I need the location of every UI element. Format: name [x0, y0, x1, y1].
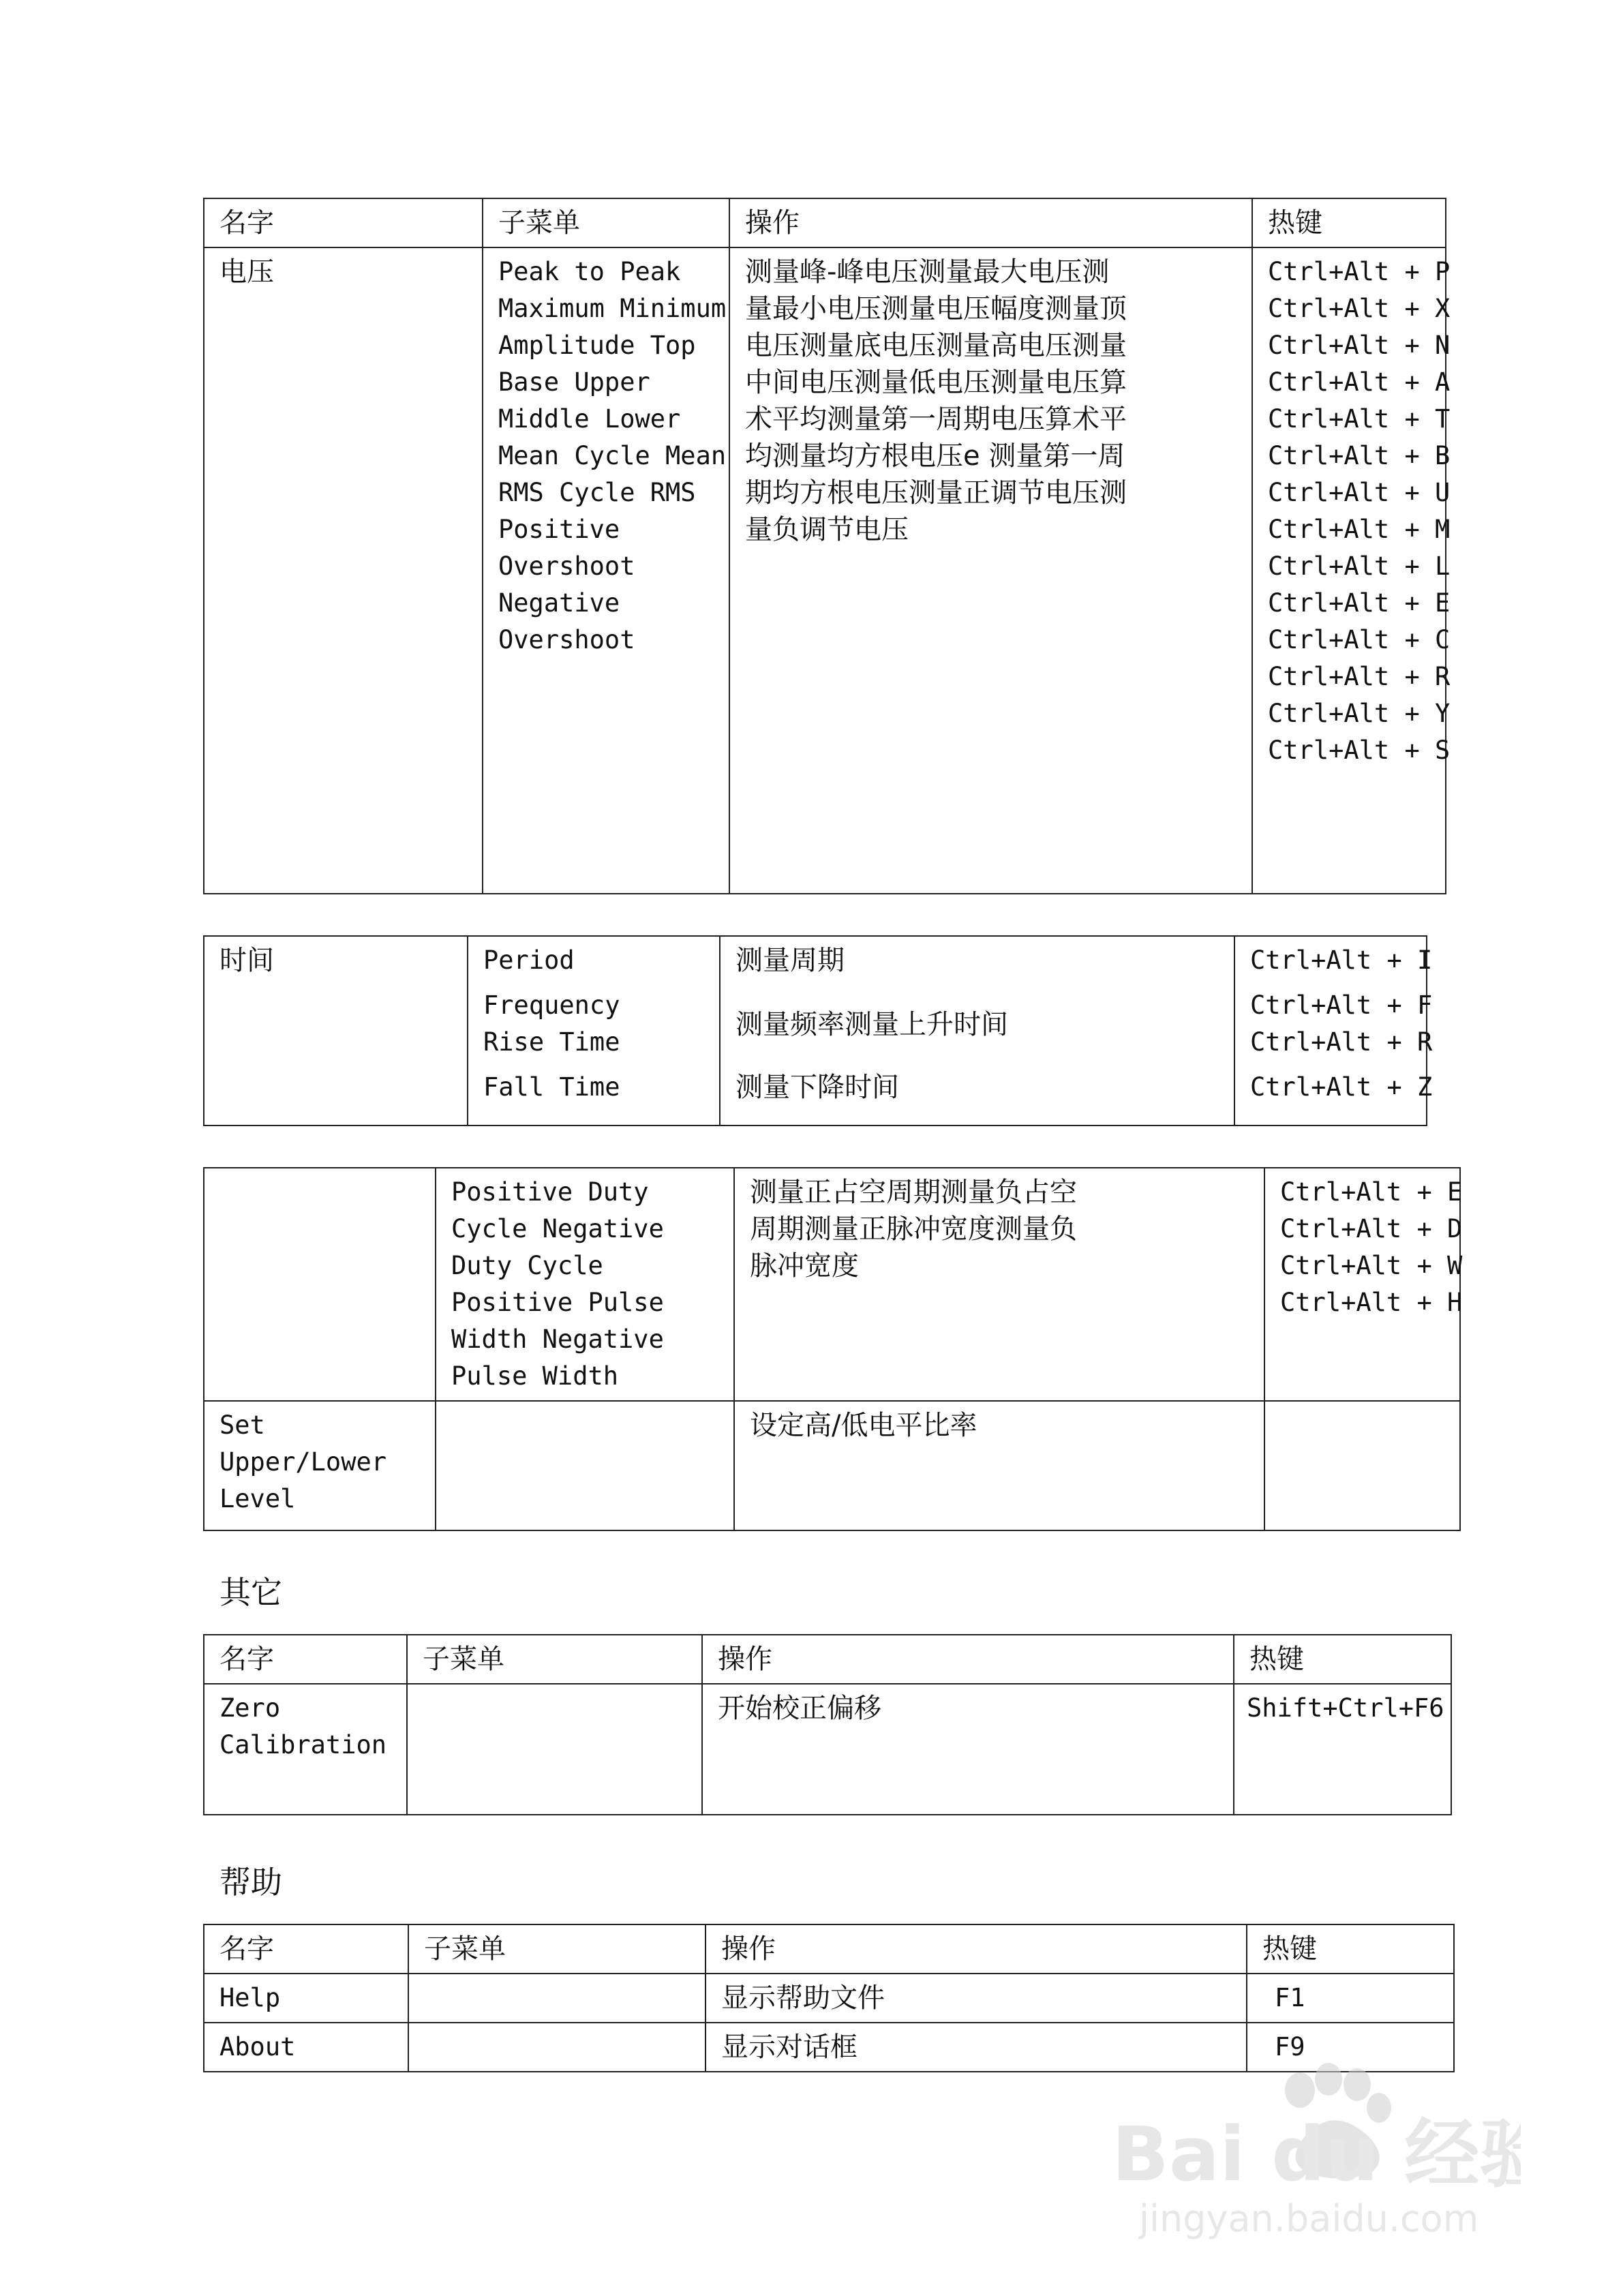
action-line: 测量正占空周期测量负占空: [750, 1177, 1077, 1208]
action-line: 脉冲宽度: [750, 1250, 859, 1282]
hotkey-line: Ctrl+Alt + Z: [1250, 1072, 1433, 1102]
hotkey-line: Ctrl+Alt + B: [1268, 441, 1451, 470]
action-line: 均测量均方根电压e 测量第一周: [745, 440, 1125, 472]
header-name: 名字: [204, 1635, 407, 1684]
submenu-line: Duty Cycle: [451, 1251, 603, 1280]
watermark-brand: Bai du 经验: [1112, 2111, 1521, 2198]
hotkey-line: Ctrl+Alt + S: [1268, 736, 1451, 765]
action-line: 量负调节电压: [745, 514, 909, 545]
time-action: [720, 936, 1234, 1126]
help-row-name: Help: [204, 1974, 408, 2023]
spacer: [735, 1043, 1219, 1069]
submenu-line: Rise Time: [483, 1027, 620, 1057]
time-hotkeys: [1234, 936, 1433, 1126]
header-action: 操作: [706, 1924, 1247, 1974]
hotkey-line: Ctrl+Alt + X: [1268, 294, 1451, 323]
submenu-line: Middle Lower: [498, 404, 681, 434]
time-table: [203, 935, 1433, 1126]
other-hotkey: Shift+Ctrl+F6: [1234, 1684, 1451, 1815]
name-line: Upper/Lower: [219, 1447, 387, 1477]
watermark-url: jingyan.baidu.com: [1139, 2197, 1479, 2240]
duty-hotkeys: [1264, 1168, 1463, 1401]
voltage-action: [729, 247, 1252, 894]
hotkey-line: Ctrl+Alt + N: [1268, 331, 1451, 360]
name-line: Set: [219, 1410, 265, 1440]
level-hotkey: [1264, 1401, 1460, 1530]
hotkey-line: Ctrl+Alt + H: [1280, 1288, 1463, 1317]
action-line: 电压测量底电压测量高电压测量: [745, 330, 1127, 361]
header-action: 操作: [702, 1635, 1234, 1684]
submenu-line: Overshoot: [498, 625, 635, 654]
header-action: 操作: [729, 198, 1252, 247]
header-submenu: 子菜单: [407, 1635, 702, 1684]
header-submenu: 子菜单: [483, 198, 729, 247]
spacer: [1250, 1061, 1411, 1069]
name-line: Calibration: [219, 1730, 387, 1759]
section-heading-other: 其它: [219, 1574, 282, 1611]
time-name: 时间: [204, 936, 468, 1126]
submenu-line: Positive: [498, 515, 620, 544]
other-action: 开始校正偏移: [702, 1684, 1234, 1815]
other-submenu: [407, 1684, 702, 1815]
about-row-hotkey: F9: [1247, 2023, 1454, 2072]
spacer: [735, 979, 1219, 1006]
hotkey-line: Ctrl+Alt + P: [1268, 257, 1451, 286]
action-line: 测量下降时间: [735, 1072, 899, 1103]
help-row-hotkey: F1: [1247, 1974, 1454, 2023]
hotkey-line: Ctrl+Alt + A: [1268, 367, 1451, 397]
hotkey-line: Ctrl+Alt + D: [1280, 1214, 1463, 1243]
hotkey-line: Ctrl+Alt + R: [1250, 1027, 1433, 1057]
spacer: [1250, 979, 1411, 987]
other-name: [204, 1684, 407, 1815]
hotkey-line: Ctrl+Alt + I: [1250, 946, 1433, 975]
submenu-line: Peak to Peak: [498, 257, 681, 286]
action-line: 测量周期: [735, 945, 845, 976]
submenu-line: Frequency: [483, 991, 620, 1020]
action-line: 测量频率测量上升时间: [735, 1009, 1008, 1040]
other-table: [203, 1634, 1452, 1815]
hotkey-line: Ctrl+Alt + C: [1268, 625, 1451, 654]
name-line: Level: [219, 1484, 296, 1513]
submenu-line: Negative: [498, 588, 620, 618]
about-row-submenu: [408, 2023, 706, 2072]
name-line: Zero: [219, 1693, 281, 1723]
duty-table: [203, 1167, 1461, 1531]
header-hotkey: 热键: [1252, 198, 1446, 247]
voltage-table: [203, 198, 1451, 894]
action-line: 测量峰-峰电压测量最大电压测: [745, 256, 1110, 288]
header-name: 名字: [204, 1924, 408, 1974]
spacer: [483, 979, 704, 987]
duty-action: [734, 1168, 1264, 1401]
submenu-line: Width Negative: [451, 1325, 664, 1354]
voltage-submenu: [483, 247, 729, 894]
about-row-action: 显示对话框: [706, 2023, 1247, 2072]
hotkey-line: Ctrl+Alt + T: [1268, 404, 1451, 434]
submenu-line: Mean Cycle Mean: [498, 441, 727, 470]
hotkey-line: Ctrl+Alt + R: [1268, 662, 1451, 691]
hotkey-line: Ctrl+Alt + F: [1250, 991, 1433, 1020]
header-hotkey: 热键: [1247, 1924, 1454, 1974]
level-name: [204, 1401, 436, 1530]
submenu-line: Maximum Minimum: [498, 294, 727, 323]
level-action: 设定高/低电平比率: [734, 1401, 1264, 1530]
duty-name: [204, 1168, 436, 1401]
help-row-submenu: [408, 1974, 706, 2023]
hotkey-line: Ctrl+Alt + U: [1268, 478, 1451, 507]
header-name: 名字: [204, 198, 483, 247]
submenu-line: Positive Pulse: [451, 1288, 664, 1317]
submenu-line: Period: [483, 946, 575, 975]
hotkey-line: Ctrl+Alt + W: [1280, 1251, 1463, 1280]
duty-submenu: [436, 1168, 734, 1401]
action-line: 术平均测量第一周期电压算术平: [745, 404, 1127, 435]
submenu-line: Base Upper: [498, 367, 650, 397]
hotkey-line: Ctrl+Alt + E: [1280, 1177, 1463, 1207]
submenu-line: Overshoot: [498, 552, 635, 581]
submenu-line: RMS Cycle RMS: [498, 478, 696, 507]
submenu-line: Positive Duty: [451, 1177, 649, 1207]
level-submenu: [436, 1401, 734, 1530]
time-submenu: [468, 936, 720, 1126]
header-hotkey: 热键: [1234, 1635, 1451, 1684]
header-submenu: 子菜单: [408, 1924, 706, 1974]
submenu-line: Amplitude Top: [498, 331, 696, 360]
help-row-action: 显示帮助文件: [706, 1974, 1247, 2023]
about-row-name: About: [204, 2023, 408, 2072]
section-heading-help: 帮助: [219, 1864, 282, 1901]
action-line: 周期测量正脉冲宽度测量负: [750, 1213, 1077, 1245]
voltage-hotkeys: [1252, 247, 1451, 894]
submenu-line: Cycle Negative: [451, 1214, 664, 1243]
submenu-line: Fall Time: [483, 1072, 620, 1102]
paw-logo-icon: [1098, 2037, 1521, 2241]
spacer: [483, 1061, 704, 1069]
hotkey-line: Ctrl+Alt + M: [1268, 515, 1451, 544]
submenu-line: Pulse Width: [451, 1361, 619, 1391]
action-line: 量最小电压测量电压幅度测量顶: [745, 293, 1127, 324]
hotkey-line: Ctrl+Alt + E: [1268, 588, 1451, 618]
action-line: 期均方根电压测量正调节电压测: [745, 477, 1127, 509]
hotkey-line: Ctrl+Alt + Y: [1268, 699, 1451, 728]
baidu-watermark: [1098, 2037, 1521, 2241]
hotkey-line: Ctrl+Alt + L: [1268, 552, 1451, 581]
action-line: 中间电压测量低电压测量电压算: [745, 367, 1127, 398]
voltage-name: 电压: [204, 247, 483, 894]
